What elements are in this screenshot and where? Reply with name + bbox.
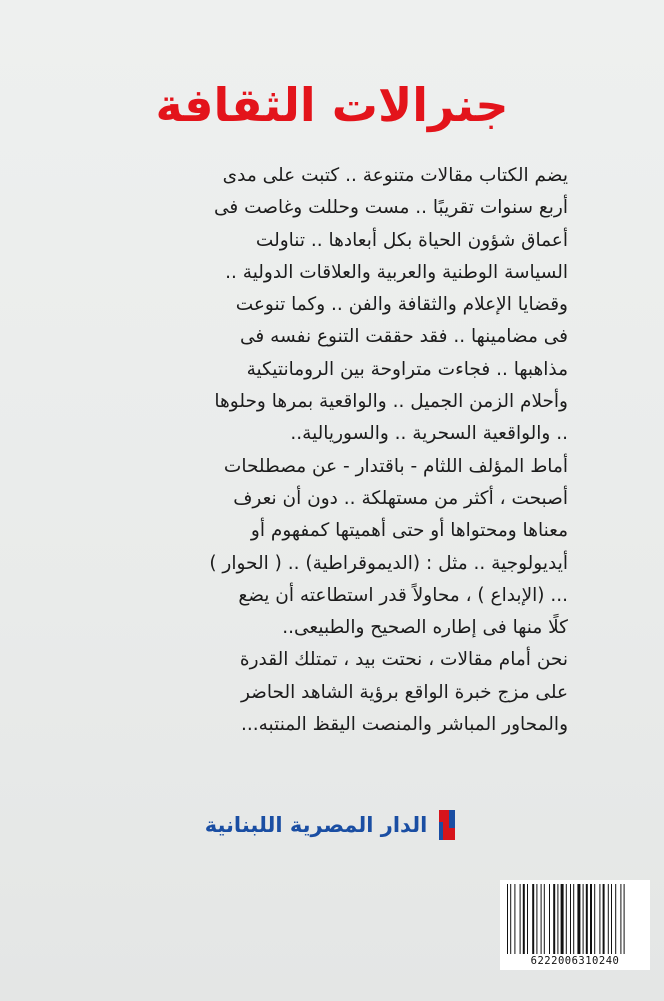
publisher-name: الدار المصرية اللبنانية: [204, 813, 428, 837]
blurb-line: معناها ومحتواها أو حتى أهميتها كمفهوم أو: [250, 520, 568, 542]
publisher-block: [0, 808, 664, 842]
blurb-line: ... (الإبداع ) ، محاولاً قدر استطاعته أن يضع: [238, 584, 568, 606]
blurb-line: فى مضامينها .. فقد حققت التنوع نفسه فى: [240, 326, 568, 348]
blurb-line: نحن أمام مقالات ، نحتت بيد ، تمتلك القدرة: [239, 649, 568, 671]
blurb-line: على مزج خبرة الواقع برؤية الشاهد الحاضر: [240, 681, 568, 703]
blurb-line: أماط المؤلف اللثام - باقتدار - عن مصطلحات: [223, 455, 568, 477]
blurb-line: أعماق شؤون الحياة بكل أبعادها .. تناولت: [255, 229, 568, 251]
blurb-line: أصبحت ، أكثر من مستهلكة .. دون أن نعرف: [233, 487, 568, 509]
barcode-bars: [504, 884, 646, 954]
blurb-line: والمحاور المباشر والمنصت اليقظ المنتبه...: [240, 714, 568, 736]
blurb-text: [120, 160, 568, 741]
publisher-logo-icon: [435, 808, 459, 842]
blurb-line: مذاهبها .. فجاءت متراوحة بين الرومانتيكية: [246, 358, 568, 380]
blurb-line: أيديولوجية .. مثل : (الديموقراطية) .. ( الحوار ): [209, 552, 568, 574]
barcode-number: 6222006310240: [530, 955, 620, 967]
blurb-line: وقضايا الإعلام والثقافة والفن .. وكما تنوعت: [235, 294, 568, 316]
blurb-line: يضم الكتاب مقالات متنوعة .. كتبت على مدى: [222, 165, 568, 186]
blurb-line: وأحلام الزمن الجميل .. والواقعية بمرها وحلوها: [214, 391, 568, 413]
blurb-line: .. والواقعية السحرية .. والسوريالية..: [290, 423, 568, 445]
blurb-line: كلًا منها فى إطاره الصحيح والطبيعى..: [282, 617, 568, 639]
book-title: جنرالات الثقافة: [155, 78, 509, 132]
barcode: [500, 880, 650, 970]
blurb-line: أربع سنوات تقريبًا .. مست وحللت وغاصت فى: [213, 197, 568, 219]
blurb-line: السياسة الوطنية والعربية والعلاقات الدولية ..: [225, 261, 568, 283]
